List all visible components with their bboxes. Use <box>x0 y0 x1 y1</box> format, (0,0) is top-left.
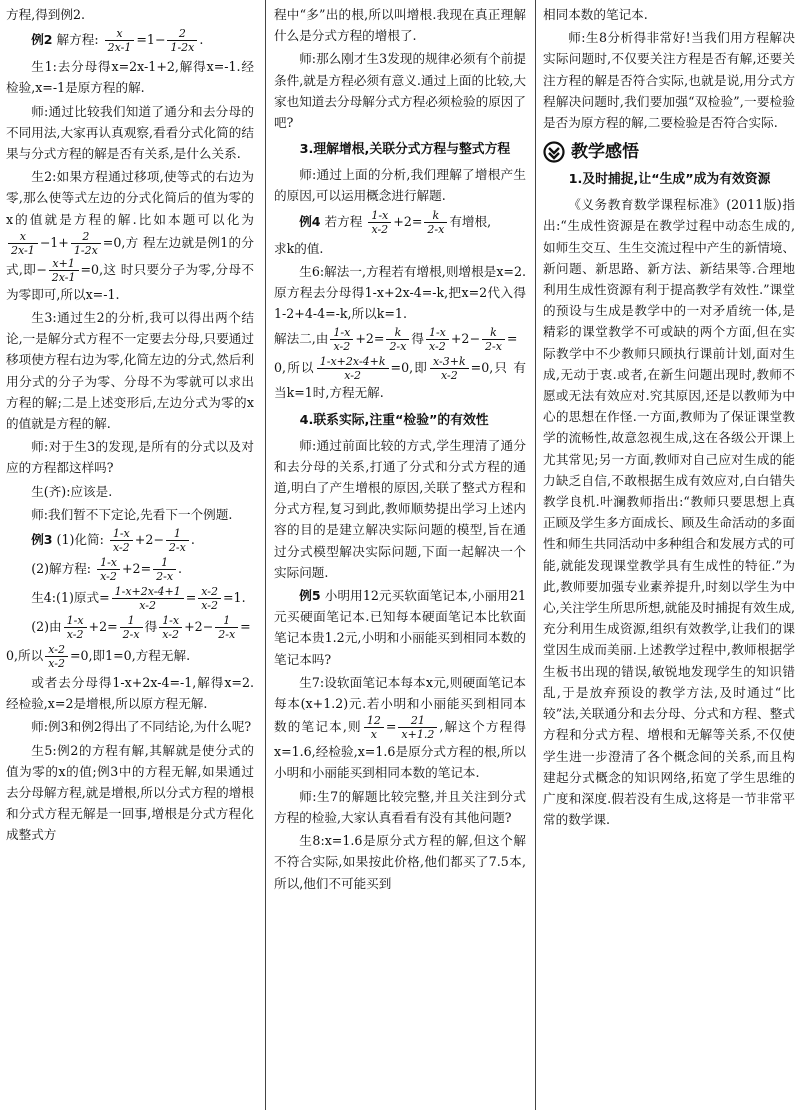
column-right <box>543 4 795 1106</box>
student-6-answer: 生6:解法一,方程若有增根,则增根是x=2.原方程去分母得1-x+2x-4=-k,把x=2代入得1-2+4-4=-k,所以k=1. <box>274 263 526 322</box>
paragraph: 求k的值. <box>274 240 324 256</box>
paragraph: 相同本数的笔记本. <box>543 7 648 22</box>
fraction: $\frac{21}{x+1.2}$ <box>398 714 437 741</box>
fraction: $\frac{1-x}{x-2}$ <box>426 326 449 353</box>
fraction: $\frac{x-2}{x-2}$ <box>45 643 68 670</box>
fraction: $\frac{x+1}{2x-1}$ <box>49 257 79 284</box>
student-2-answer: 生2:如果方程通过移项,使等式的右边为零,那么使等式左边的分式化简后的值为零的x的值就是方程的解.比如本题可以化为 $\frac{x}{2x-1}$ −1+ $\frac{2}{1-2x}$ =0,方 程左边就是例1的分式,即− $\frac{x+1}{2x-1}$ =0,这 时只要分子为零,分母不为零即可,所以x=-1. <box>6 169 254 302</box>
teacher-remark: 师:生7的解题比较完整,并且关注到分式方程的检验,大家认真看看有没有其他问题? <box>274 788 526 825</box>
teacher-remark: 师:通过上面的分析,我们理解了增根产生的原因,可以运用概念进行解题. <box>274 167 526 204</box>
column-divider <box>265 0 266 1110</box>
paragraph: 程中“多”出的根,所以叫增根.我现在真正理解什么是分式方程的增根了. <box>274 7 526 44</box>
student-4-answer-part-2: (2)由 $\frac{1-x}{x-2}$ +2= $\frac{1}{2-x}$ 得 $\frac{1-x}{x-2}$ +2− $\frac{1}{2-x}$ = <box>31 614 251 642</box>
student-6-method-2-cont: 0,所以 $\frac{1-x+2x-4+k}{x-2}$ =0,即 $\frac{x-3+k}{x-2}$ =0,只 有当k=1时,方程无解. <box>274 355 526 401</box>
fraction: $\frac{k}{2-x}$ <box>482 326 505 353</box>
column-left <box>6 4 254 1106</box>
example-text: 解方程: <box>56 32 99 48</box>
fraction: $\frac{12}{x}$ <box>364 714 384 741</box>
fraction: $\frac{1-x}{x-2}$ <box>330 326 353 353</box>
subsection-heading: 1.及时捕捉,让“生成”成为有效资源 <box>568 172 771 188</box>
example-label: 例5 <box>299 588 321 604</box>
student-4-answer: 生4:(1)原式= $\frac{1-x+2x-4+1}{x-2}$ = $\frac{x-2}{x-2}$ =1. <box>31 585 246 613</box>
example-label: 例4 <box>299 213 321 229</box>
column-middle <box>274 4 526 1106</box>
fraction: $\frac{1-x}{x-2}$ <box>159 614 182 641</box>
fraction: $\frac{x}{2x-1}$ <box>105 27 135 54</box>
subsection-heading: 4.联系实际,注重“检验”的有效性 <box>299 412 489 428</box>
circle-arrow-icon <box>543 141 565 163</box>
example-label: 例3 <box>31 532 53 548</box>
teacher-remark: 师:例3和例2得出了不同结论,为什么呢? <box>31 719 252 735</box>
student-7-answer: 生7:设软面笔记本每本x元,则硬面笔记本每本(x+1.2)元.若小明和小丽能买到相同本数的笔记本,则 $\frac{12}{x}$ = $\frac{21}{x+1.2}$ ,解这个方程得x=1.6,经检验,x=1.6是原分式方程的根,所以小明和小丽能买到相同本数的笔记本. <box>274 674 526 781</box>
teacher-remark: 师:我们暂不下定论,先看下一个例题. <box>31 506 233 522</box>
fraction: $\frac{1}{2-x}$ <box>153 556 176 583</box>
fraction: $\frac{1-x+2x-4+k}{x-2}$ <box>317 355 389 382</box>
student-4-answer-part-3: 0,所以 $\frac{x-2}{x-2}$ =0,即1=0,方程无解. <box>6 643 191 671</box>
section-heading <box>543 141 795 163</box>
fraction: $\frac{x}{2x-1}$ <box>8 230 38 257</box>
teacher-remark: 师:通过比较我们知道了通分和去分母的不同用法,大家再认真观察,看看分式化简的结果与分式方程的解是否有关系,是什么关系. <box>6 103 254 162</box>
paragraph: 或者去分母得1-x+2x-4=-1,解得x=2.经检验,x=2是增根,所以原方程无解. <box>6 675 254 712</box>
teacher-remark: 师:生8分析得非常好!当我们用方程解决实际问题时,不仅要关注方程是否有解,还要关注方程的解是否符合实际,也就是说,用分式方程解决问题时,我们要加强“双检验”,一要检验是否为原方程的解,二要检验是否符合实际. <box>543 30 795 131</box>
fraction: $\frac{k}{2-x}$ <box>424 209 447 236</box>
fraction: $\frac{1-x}{x-2}$ <box>368 209 391 236</box>
teacher-remark: 师:通过前面比较的方式,学生理清了通分和去分母的关系,打通了分式和分式方程的通道,明白了产生增根的原因,关联了整式方程和分式方程,复习到此,教师顺势提出学习上述内容的目的是建立解决实际问题的模型,旨在通过分式模型解决实际问题,下面一起解决一个实际问题. <box>274 437 526 580</box>
paragraph: 方程,得到例2. <box>6 7 85 22</box>
example-2: 例2 解方程: $\frac{x}{2x-1}$ =1− $\frac{2}{1-2x}$ . <box>31 27 204 55</box>
student-5-answer: 生5:例2的方程有解,其解就是使分式的值为零的x的值;例3中的方程无解,如果通过去分母解方程,就是增根,所以分式方程的增根和分式方程无解是一回事,增根是分式方程化成整式方 <box>6 742 254 843</box>
student-1-answer: 生1:去分母得x=2x-1+2,解得x=-1.经检验,x=-1是原方程的解. <box>6 59 254 96</box>
fraction: $\frac{1}{2-x}$ <box>120 614 143 641</box>
example-5: 例5 小明用12元买软面笔记本,小丽用21元买硬面笔记本.已知每本硬面笔记本比软面笔记本贵1.2元,小明和小丽能买到相同本数的笔记本吗? <box>274 588 526 667</box>
fraction: $\frac{1}{2-x}$ <box>166 527 189 554</box>
paragraph: 《义务教育数学课程标准》(2011版)指出:“生成性资源是在教学过程中动态生成的,如师生交互、生生交流过程中产生的新情境、新问题、新思路、新方法、新结果等.合理地利用生成性资源有利于提高教学有效性.”课堂的预设与生成是教学中的一对矛盾统一体,是精彩的课堂教学不可或缺的两个方面,但在实际教学中不少教师只顾执行课前计划,面对生成,无动于衷.或者,在新生问题出现时,教师不愿或无法有效应对.究其原因,还是以教师为中心的思想在作怪.一方面,教师为了保证课堂教学的流畅性,故意忽视生成,这在各级公开课上尤其常见;另一方面,教师对自己应对生成的能力缺乏自信,不敢根据生成有效应对,白白错失教学良机.叶澜教师指出:“教师只要思想上真正顾及学生多方面成长、顾及生命活动的多面性和师生共同活动中多种组合和发展方式的可能,就能发现课堂教学具有生成性的特征.”为此,教师要加强专业素养提升,时刻以学生为中心,关注学生所思所想,就能及时捕捉有效生成,充分利用生成资源,组织有效教学,让我们的课堂因生成而美丽.上述教学过程中,教师根据学生板书出现的错误,敏锐地发现学生的知识错乱,于是放弃预设的教学方法,及时通过“比较”法,关联通分和去分母、分式和方程、整式方程和分式方程、增根和无解等关系,不仅使学生进一步澄清了各个概念间的关系,而且构建起分式概念的知识网络,拓宽了学生思维的广度和深度.假若没有生成,这将是一节非常平常的数学课. <box>543 197 795 828</box>
fraction: $\frac{1-x}{x-2}$ <box>110 527 133 554</box>
section-title: 教学感悟 <box>571 141 639 162</box>
student-6-method-2: 解法二,由 $\frac{1-x}{x-2}$ +2= $\frac{k}{2-x}$ 得 $\frac{1-x}{x-2}$ +2− $\frac{k}{2-x}$ = <box>274 326 518 354</box>
example-label: 例2 <box>31 32 53 48</box>
fraction: $\frac{2}{1-2x}$ <box>71 230 101 257</box>
teacher-remark: 师:对于生3的发现,是所有的分式以及对应的方程都这样吗? <box>6 439 254 476</box>
fraction: $\frac{x-2}{x-2}$ <box>198 585 221 612</box>
example-4: 例4 若方程 $\frac{1-x}{x-2}$ +2= $\frac{k}{2-x}$ 有增根, <box>299 208 492 236</box>
students-reply: 生(齐):应该是. <box>31 483 113 499</box>
example-3-part-2: (2)解方程: $\frac{1-x}{x-2}$ +2= $\frac{1}{2-x}$ . <box>31 556 183 584</box>
fraction: $\frac{x-3+k}{x-2}$ <box>430 355 469 382</box>
fraction: $\frac{1}{2-x}$ <box>215 614 238 641</box>
subsection-heading: 3.理解增根,关联分式方程与整式方程 <box>299 142 511 158</box>
student-8-answer: 生8:x=1.6是原分式方程的解,但这个解不符合实际,如果按此价格,他们都买了7.5本,所以,他们不可能买到 <box>274 833 526 891</box>
student-3-answer: 生3:通过生2的分析,我可以得出两个结论,一是解分式方程不一定要去分母,只要通过移项使方程右边为零,化简左边的分式,然后利用分式的分子为零、分母不为零就可以求出方程的解;二是上述变形后,左边分式为零的x的值就是方程的解. <box>6 310 254 432</box>
fraction: $\frac{k}{2-x}$ <box>386 326 409 353</box>
teacher-remark: 师:那么刚才生3发现的规律必须有个前提条件,就是方程必须有意义.通过上面的比较,大家也知道去分母解分式方程必须检验的原因了吧? <box>274 51 526 131</box>
column-divider <box>535 0 536 1110</box>
fraction: $\frac{1-x+2x-4+1}{x-2}$ <box>112 585 184 612</box>
fraction: $\frac{1-x}{x-2}$ <box>64 614 87 641</box>
fraction: $\frac{1-x}{x-2}$ <box>97 556 120 583</box>
example-3: 例3 (1)化简: $\frac{1-x}{x-2}$ +2− $\frac{1}{2-x}$ . <box>31 527 195 555</box>
fraction: $\frac{2}{1-2x}$ <box>167 27 197 54</box>
